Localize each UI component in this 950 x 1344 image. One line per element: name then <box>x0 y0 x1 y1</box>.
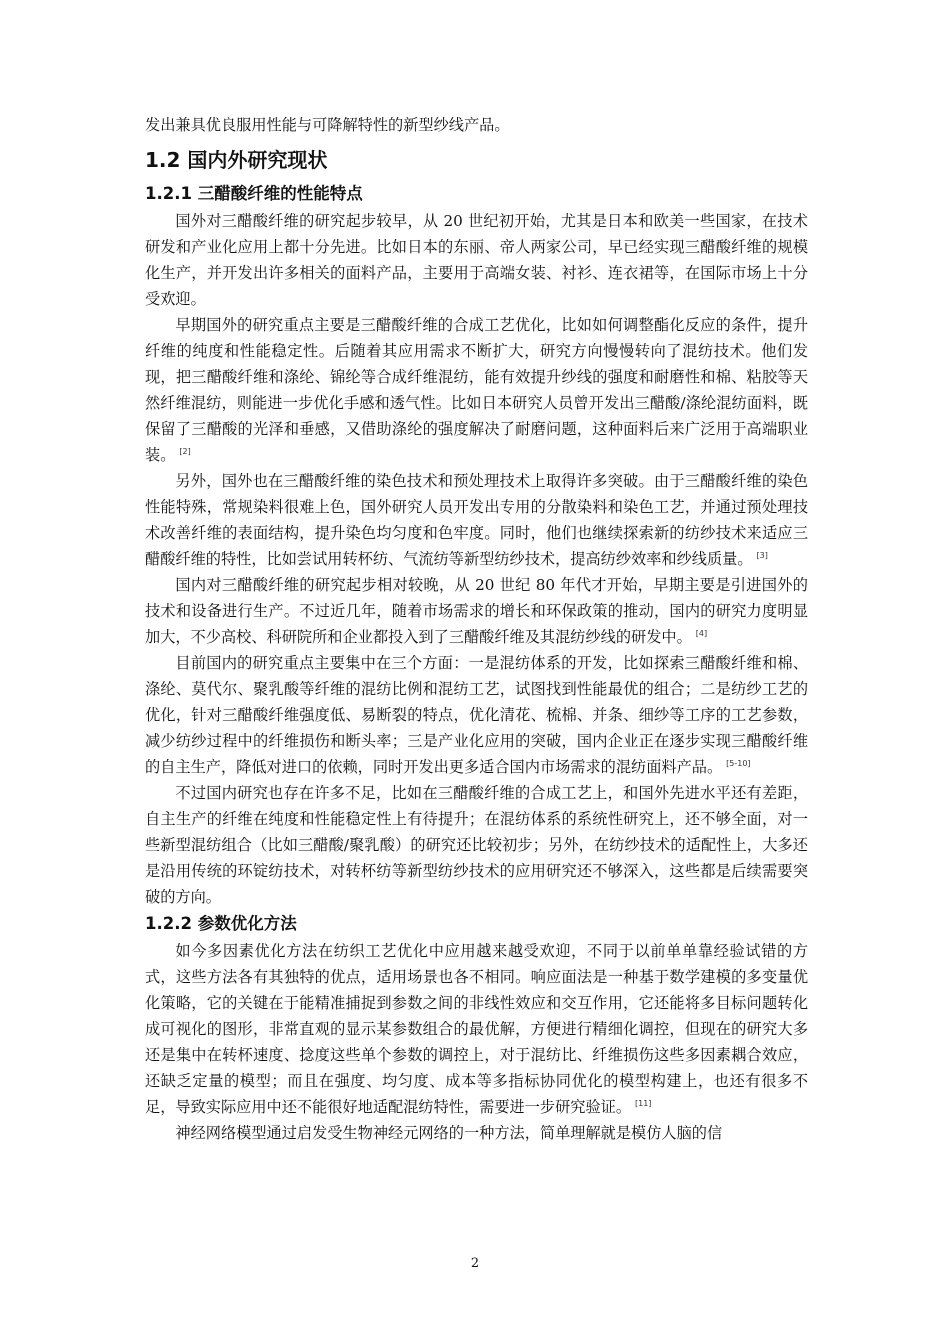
paragraph-continuation: 发出兼具优良服用性能与可降解特性的新型纱线产品。 <box>145 116 510 134</box>
document-body <box>145 112 808 1146</box>
subsection-heading-1-2-2: 1.2.2 参数优化方法 <box>145 914 297 933</box>
page-number: 2 <box>470 1256 480 1271</box>
citation-ref: [3] <box>756 551 768 560</box>
citation-ref: [4] <box>695 629 708 638</box>
subsection-heading-1-2-1: 1.2.1 三醋酸纤维的性能特点 <box>145 184 363 203</box>
paragraph-1: 国外对三醋酸纤维的研究起步较早，从 20 世纪初开始，尤其是日本和欧美一些国家，在技术研发和产业化应用上都十分先进。比如日本的东丽、帝人两家公司，早已经实现三醋酸纤维的规模化生产，并开发出许多相关的面料产品，主要用于高端女装、衬衫、连衣裙等，在国际市场上十分受欢迎。 <box>145 212 808 308</box>
citation-ref: [5-10] <box>726 759 751 768</box>
paragraph-5: 目前国内的研究重点主要集中在三个方面：一是混纺体系的开发，比如探索三醋酸纤维和棉、涤纶、莫代尔、聚乳酸等纤维的混纺比例和混纺工艺，试图找到性能最优的组合；二是纺纱工艺的优化，针对三醋酸纤维强度低、易断裂的特点，优化清花、梳棉、并条、细纱等工序的工艺参数，减少纺纱过程中的纤维损伤和断头率；三是产业化应用的突破，国内企业正在逐步实现三醋酸纤维的自主生产，降低对进口的依赖，同时开发出更多适合国内市场需求的混纺面料产品。 [5-10] <box>145 654 808 776</box>
paragraph-4: 国内对三醋酸纤维的研究起步相对较晚，从 20 世纪 80 年代才开始，早期主要是引进国外的技术和设备进行生产。不过近几年，随着市场需求的增长和环保政策的推动，国内的研究力度明显加大，不少高校、科研院所和企业都投入到了三醋酸纤维及其混纺纱线的研发中。 [4] <box>145 576 808 646</box>
paragraph-6: 不过国内研究也存在许多不足，比如在三醋酸纤维的合成工艺上，和国外先进水平还有差距，自主生产的纤维在纯度和性能稳定性上有待提升；在混纺体系的系统性研究上，还不够全面，对一些新型混纺组合（比如三醋酸/聚乳酸）的研究还比较初步；另外，在纺纱技术的适配性上，大多还是沿用传统的环锭纺技术，对转杯纺等新型纺纱技术的应用研究还不够深入，这些都是后续需要突破的方向。 <box>145 784 808 906</box>
paragraph-2: 早期国外的研究重点主要是三醋酸纤维的合成工艺优化，比如如何调整酯化反应的条件，提升纤维的纯度和性能稳定性。后随着其应用需求不断扩大，研究方向慢慢转向了混纺技术。他们发现，把三醋酸纤维和涤纶、锦纶等合成纤维混纺，能有效提升纱线的强度和耐磨性和棉、粘胶等天然纤维混纺，则能进一步优化手感和透气性。比如日本研究人员曾开发出三醋酸/涤纶混纺面料，既保留了三醋酸的光泽和垂感，又借助涤纶的强度解决了耐磨问题，这种面料后来广泛用于高端职业装。 [2] <box>145 316 808 464</box>
citation-ref: [2] <box>179 447 191 456</box>
paragraph-7: 如今多因素优化方法在纺织工艺优化中应用越来越受欢迎，不同于以前单单靠经验试错的方式，这些方法各有其独特的优点，适用场景也各不相同。响应面法是一种基于数学建模的多变量优化策略，它的关键在于能精准捕捉到参数之间的非线性效应和交互作用，它还能将多目标问题转化成可视化的图形，非常直观的显示某参数组合的最优解，方便进行精细化调控，但现在的研究大多还是集中在转杯速度、捻度这些单个参数的调控上，对于混纺比、纤维损伤这些多因素耦合效应，还缺乏定量的模型；而且在强度、均匀度、成本等多指标协同优化的模型构建上，也还有很多不足，导致实际应用中还不能很好地适配混纺特性，需要进一步研究验证。 [11] <box>145 942 808 1116</box>
paragraph-3: 另外，国外也在三醋酸纤维的染色技术和预处理技术上取得许多突破。由于三醋酸纤维的染色性能特殊，常规染料很难上色，国外研究人员开发出专用的分散染料和染色工艺，并通过预处理技术改善纤维的表面结构，提升染色均匀度和色牢度。同时，他们也继续探索新的纺纱技术来适应三醋酸纤维的特性，比如尝试用转杯纺、气流纺等新型纺纱技术，提高纺纱效率和纱线质量。 [3] <box>145 472 808 568</box>
section-heading-1-2: 1.2 国内外研究现状 <box>145 148 328 172</box>
paragraph-8: 神经网络模型通过启发受生物神经元网络的一种方法，简单理解就是模仿人脑的信 <box>175 1124 723 1142</box>
citation-ref: [11] <box>635 1099 652 1108</box>
